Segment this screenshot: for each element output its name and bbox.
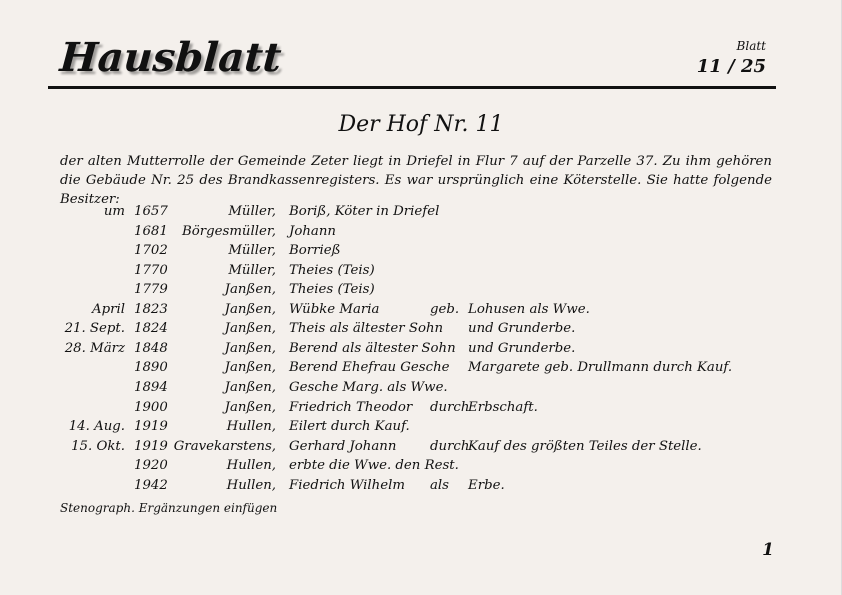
blatt-number: 11 / 25	[696, 56, 766, 77]
owner-detail: Berend als ältester Sohn	[289, 340, 456, 356]
owner-surname: Janßen,	[224, 301, 276, 317]
owner-row	[0, 458, 842, 478]
owner-remark: Margarete geb. Drullmann durch Kauf.	[468, 360, 733, 376]
owner-surname: Janßen,	[224, 282, 276, 298]
owner-row	[0, 478, 842, 498]
owner-detail: Eilert durch Kauf.	[289, 419, 410, 435]
owner-surname: Börgesmüller,	[181, 223, 276, 239]
owner-row	[0, 360, 842, 380]
owner-connector: geb.	[430, 301, 460, 317]
owner-detail: Theies (Teis)	[289, 262, 375, 278]
owner-detail: Wübke Maria	[289, 301, 380, 317]
owner-remark: Erbe.	[468, 477, 505, 493]
owner-year: 1681	[134, 223, 168, 239]
owner-date: um	[103, 204, 125, 219]
owner-year: 1824	[134, 321, 168, 337]
owner-date: 14. Aug.	[68, 419, 125, 435]
owner-row	[0, 282, 842, 302]
owner-row	[0, 243, 842, 263]
owner-surname: Hullen,	[226, 477, 276, 493]
owner-row	[0, 400, 842, 420]
owner-row	[0, 341, 842, 361]
owner-year: 1848	[134, 340, 168, 356]
owner-detail: Gesche Marg. als Wwe.	[289, 379, 448, 395]
owner-remark: und Grunderbe.	[468, 321, 576, 337]
owner-detail: Theies (Teis)	[289, 282, 375, 298]
owner-detail: Theis als ältester Sohn	[289, 321, 444, 337]
owner-year: 1779	[134, 282, 168, 298]
owner-year: 1702	[134, 243, 168, 259]
owner-date: April	[92, 301, 125, 317]
owner-detail: Borrieß	[289, 243, 341, 259]
owner-year: 1823	[134, 301, 168, 317]
owner-remark: Erbschaft.	[468, 399, 538, 415]
owner-surname: Janßen,	[224, 360, 276, 376]
owner-detail: Fiedrich Wilhelm	[289, 477, 405, 493]
owner-surname: Müller,	[228, 204, 276, 219]
owner-row	[0, 419, 842, 439]
owner-connector: als	[430, 477, 450, 493]
owner-row	[0, 439, 842, 459]
owner-row	[0, 204, 842, 224]
owner-date: 28. März	[64, 340, 125, 356]
owner-connector: durch	[430, 438, 470, 454]
owner-surname: Müller,	[228, 262, 276, 278]
owner-detail: erbte die Wwe. den Rest.	[289, 458, 459, 474]
owner-row	[0, 224, 842, 244]
owner-surname: Hullen,	[226, 458, 276, 474]
owner-row	[0, 302, 842, 322]
owner-year: 1657	[134, 204, 168, 219]
hof-title: Der Hof Nr. 11	[338, 112, 504, 137]
owner-remark: Kauf des größten Teiles der Stelle.	[468, 438, 702, 454]
owner-detail: Berend Ehefrau Gesche	[289, 360, 450, 376]
owner-year: 1900	[134, 399, 168, 415]
owner-year: 1919	[134, 419, 168, 435]
owner-surname: Janßen,	[224, 379, 276, 395]
owner-surname: Müller,	[228, 243, 276, 259]
owner-row	[0, 321, 842, 341]
blatt-label: Blatt	[736, 39, 766, 53]
owner-surname: Hullen,	[226, 419, 276, 435]
owner-date: 21. Sept.	[64, 321, 125, 337]
owner-date: 15. Okt.	[71, 438, 125, 454]
owner-detail: Friedrich Theodor	[289, 399, 413, 415]
owner-surname: Janßen,	[224, 399, 276, 415]
owner-row	[0, 263, 842, 283]
intro-paragraph: der alten Mutterrolle der Gemeinde Zeter liegt in Driefel in Flur 7 auf der Parzelle 37. Zu ihm gehören die Gebäude Nr. 25 des Brandkassenregisters. Es war ursprünglich eine Köterstelle. Sie hatte folgende Besitzer:	[60, 154, 772, 207]
owner-year: 1942	[134, 477, 168, 493]
owner-detail: Gerhard Johann	[289, 438, 397, 454]
owner-surname: Gravekarstens,	[173, 438, 276, 454]
owner-year: 1770	[134, 262, 168, 278]
owner-connector: durch	[430, 399, 470, 415]
footnote: Stenograph. Ergänzungen einfügen	[60, 501, 278, 515]
owner-row	[0, 380, 842, 400]
owner-year: 1920	[134, 458, 168, 474]
owner-detail: Boriß, Köter in Driefel	[289, 204, 440, 219]
header-rule	[48, 86, 776, 89]
page-title: Hausblatt	[58, 34, 284, 81]
owner-surname: Janßen,	[224, 321, 276, 337]
owner-detail: Johann	[289, 223, 336, 239]
owner-remark: und Grunderbe.	[468, 340, 576, 356]
owner-remark: Lohusen als Wwe.	[468, 301, 590, 317]
owner-year: 1919	[134, 438, 168, 454]
page-number: 1	[762, 540, 774, 560]
owner-surname: Janßen,	[224, 340, 276, 356]
owner-year: 1894	[134, 379, 168, 395]
owner-year: 1890	[134, 360, 168, 376]
